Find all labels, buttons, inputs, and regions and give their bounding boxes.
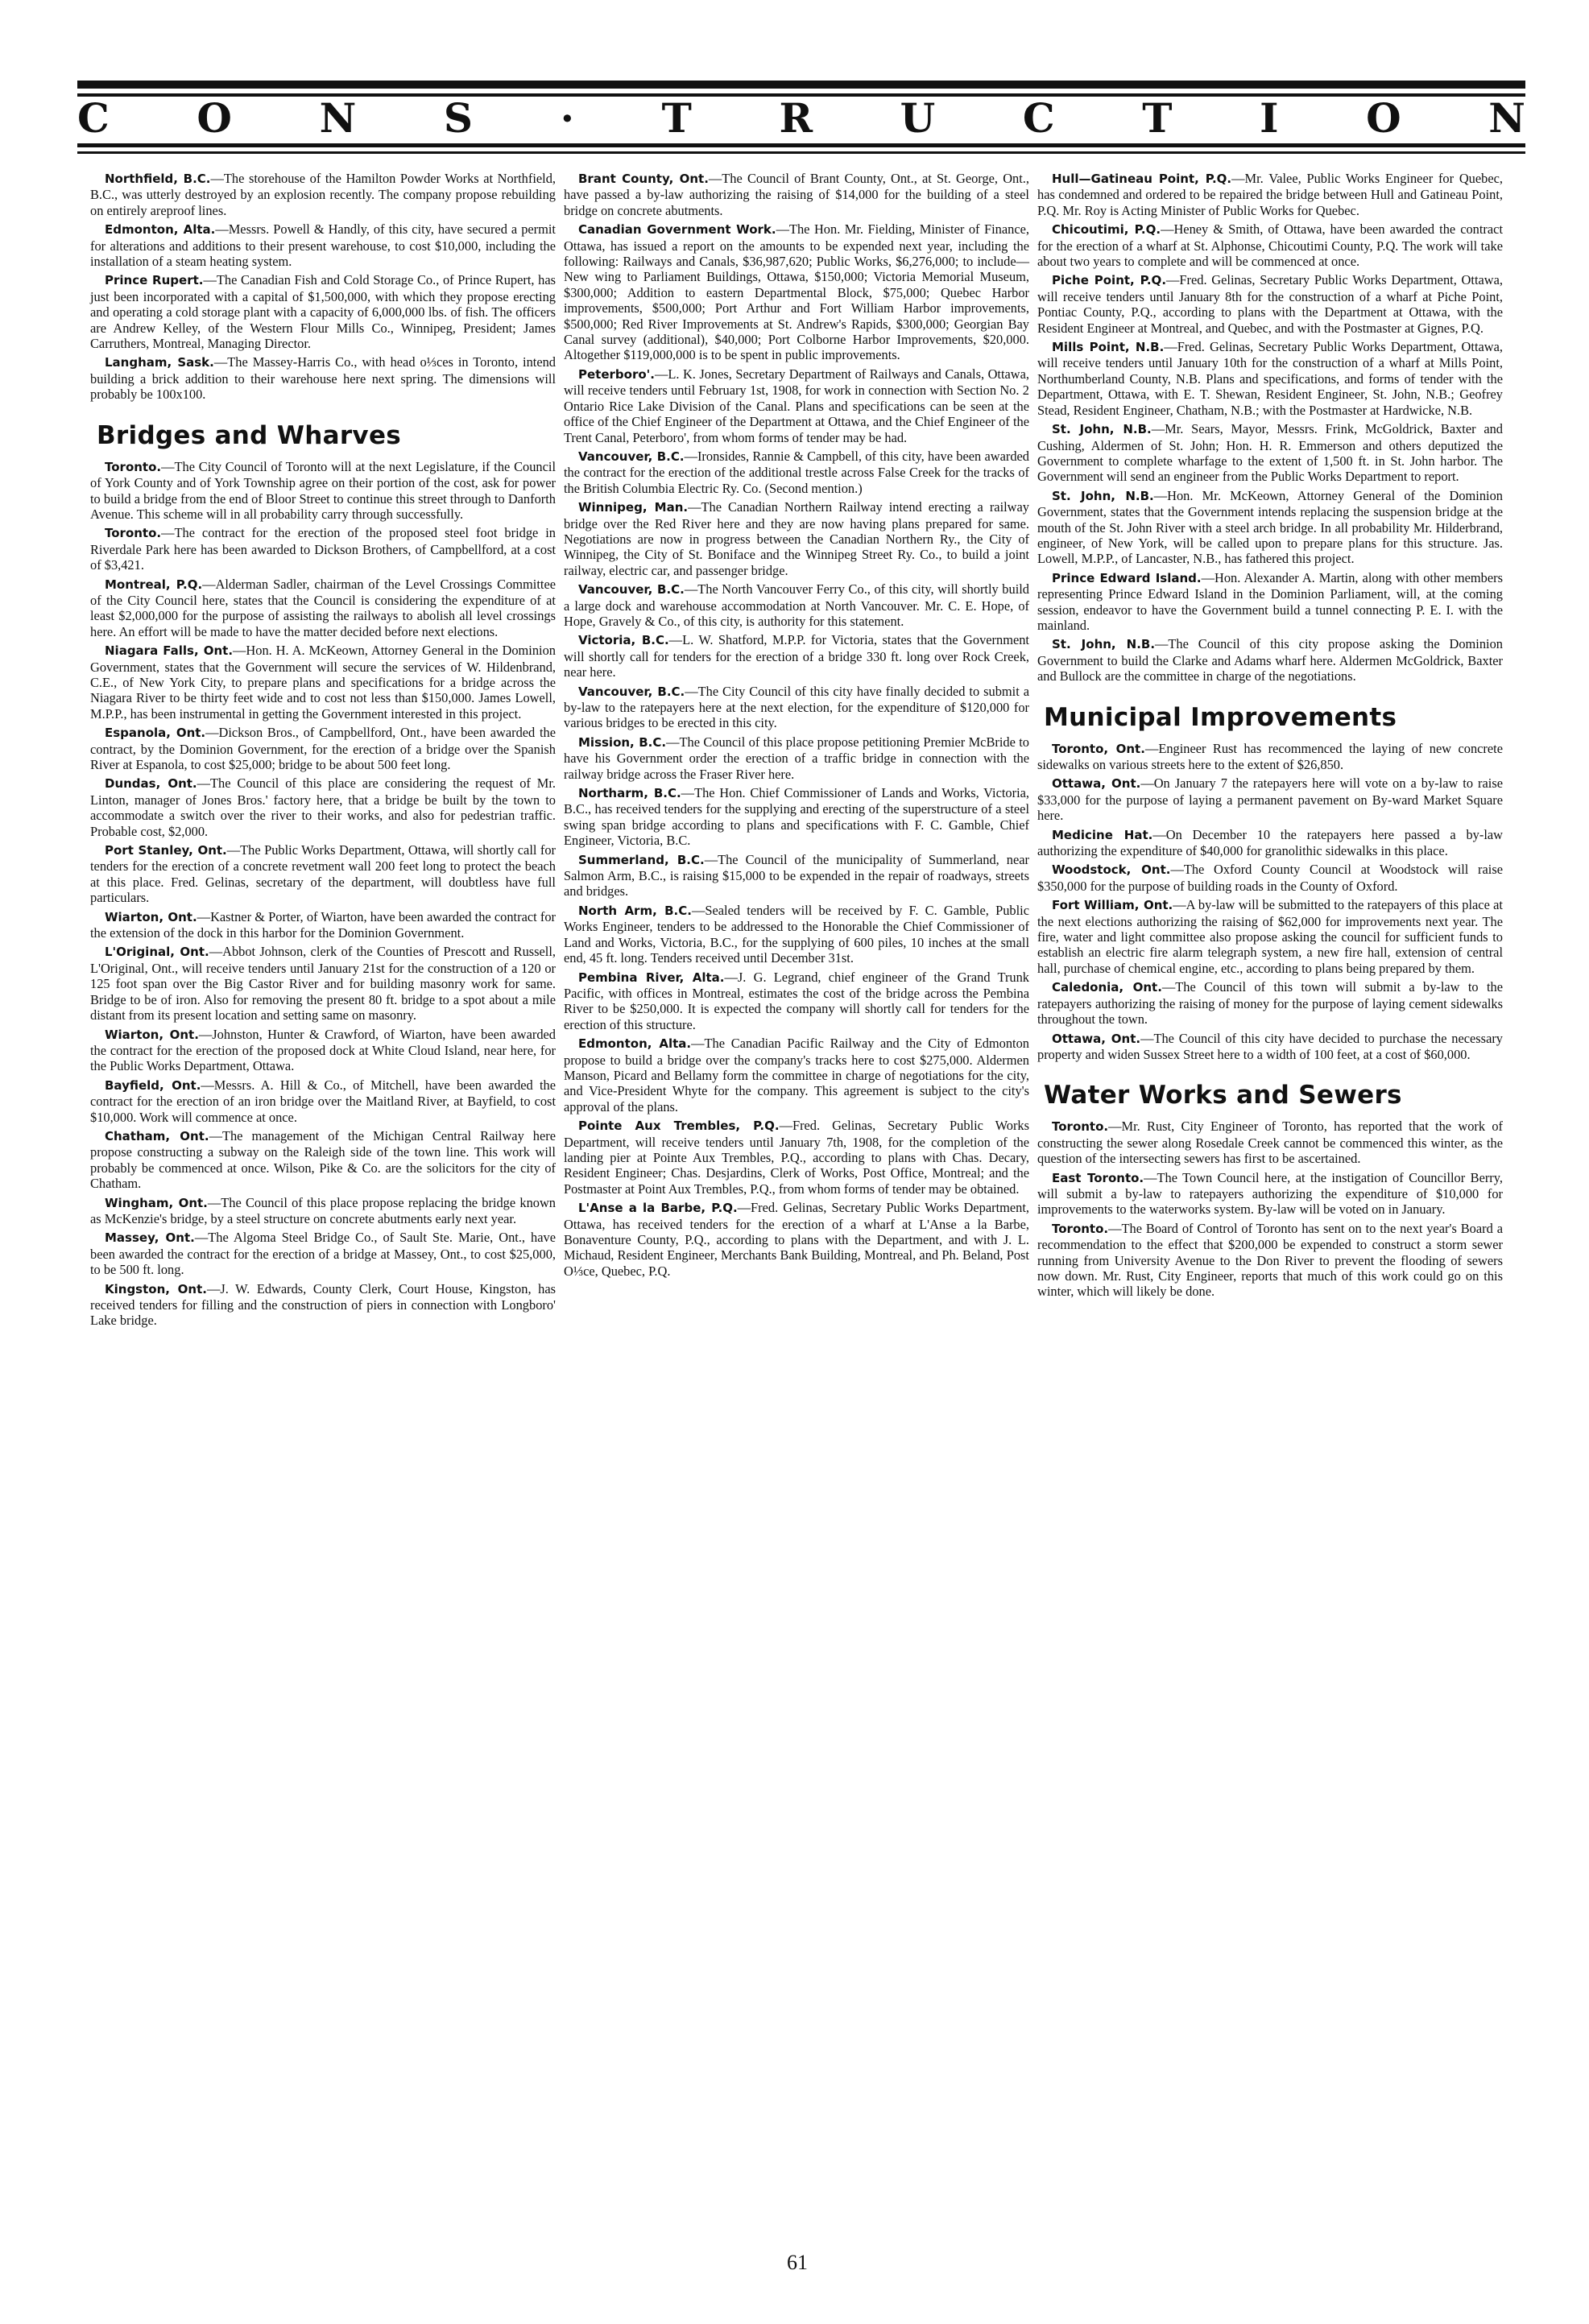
item-place: Brant County, Ont. (578, 172, 709, 186)
item-text: —Johnston, Hunter & Crawford, of Wiarton, have been awarded the contract for the erection of the proposed dock at White Cloud Island, near here, for the Public Works Department, Ottawa. (90, 1026, 556, 1074)
masthead-letter: C (1022, 93, 1055, 142)
masthead-rule-top (77, 81, 1525, 89)
masthead-letter: U (900, 93, 936, 142)
item-place: Bayfield, Ont. (105, 1077, 201, 1093)
news-item (90, 643, 556, 722)
masthead-letter: O (1366, 93, 1401, 142)
masthead (77, 81, 1525, 155)
item-place: Prince Rupert. (105, 273, 204, 288)
item-text: —The storehouse of the Hamilton Powder Works at Northfield, B.C., was utterly destroyed by an explosion recently. The company propose rebuilding on entirely areproof lines. (90, 171, 556, 218)
news-item (564, 449, 1029, 496)
masthead-letter: T (1142, 93, 1173, 142)
news-item (1037, 827, 1503, 859)
item-text: —Fred. Gelinas, Secretary Public Works Department, Ottawa, will receive tenders until January 10th for the construction of a wharf at Mills Point, Northumberland County, N.B. Plans and specifications, and forms of tender with the Department, Ottawa, with E. T. Shewan, Resident Engineer, St. John, N.B.; Geofrey Stead, Resident Engineer, Chatham, N.B.; with the Postmaster at Hardwicke, N.B. (1037, 339, 1503, 418)
masthead-letter: T (661, 93, 692, 142)
item-place: Toronto. (105, 526, 162, 541)
item-text: —Mr. Sears, Mayor, Messrs. Frink, McGoldrick, Baxter and Cushing, Aldermen of St. John; Hon. H. R. Emmerson and others deputized the Government to complete wharfage to the extent of 1,500 ft. in St. John harbor. The Government will send an engineer from the Public Works Department to report. (1037, 421, 1503, 485)
item-text: —The Canadian Fish and Cold Storage Co., of Prince Rupert, has just been incorporated with a capital of $1,500,000, with which they propose erecting and operating a cold storage plant with a capacity of 6,000,000 lbs. of fish. The officers are Andrew Kelley, of the Western Flour Mills Co., Winnipeg, President; James Carruthers, Montreal, Managing Director. (90, 272, 557, 352)
item-text: —The Council of this city have decided to purchase the necessary property and widen Sussex Street here to a width of 100 feet, at a cost of $60,000. (1037, 1030, 1503, 1062)
item-text: —Hon. Mr. McKeown, Attorney General of the Dominion Government, states that the Government intends replacing the suspension bridge at the mouth of the St. John River with a steel arch bridge. In all probability Mr. Hilderbrand, engineer, of New York, will be called upon to prepare plans for this structure. Jas. Lowell, M.P.P., of Lancaster, N.B., has fathered this project. (1037, 487, 1503, 567)
item-text: —The Public Works Department, Ottawa, will shortly call for tenders for the erection of a concrete revetment wall 200 feet long to protect the beach at this place. Fred. Gelinas, secretary of the department, will doubtless have full particulars. (90, 842, 556, 906)
item-text: —The Hon. Chief Commissioner of Lands and Works, Victoria, B.C., has received tenders for the supplying and erecting of the superstructure of a steel swing span bridge according to plans and specifications with F. C. Gamble, Chief Engineer, Victoria, B.C. (564, 785, 1029, 849)
item-place: Hull—Gatineau Point, P.Q. (1052, 172, 1232, 186)
item-place: St. John, N.B. (1052, 637, 1156, 652)
item-place: Victoria, B.C. (578, 633, 669, 648)
masthead-letter: O (197, 93, 232, 142)
item-text: —Fred. Gelinas, Secretary Public Works Department, Ottawa, will receive tenders until January 8th for the construction of a wharf at Piche Point, Pontiac County, P.Q., according to plans with the Department at Ottawa, with the Resident Engineer at Montreal, and Quebec, and with the Postmaster at Gignes, P.Q. (1037, 272, 1503, 336)
item-text: —The Council of this city propose asking the Dominion Government to build the Clarke and Adams wharf here. Aldermen McGoldrick, Baxter and Bullock are the committee in charge of the negotiations. (1037, 636, 1503, 684)
item-place: Wiarton, Ont. (105, 1027, 199, 1042)
item-text: —Dickson Bros., of Campbellford, Ont., have been awarded the contract, by the Dominion Government, for the erection of a bridge over the Spanish River at Espanola, to cost $25,000; bridge to be about 500 feet long. (90, 725, 556, 772)
item-place: Vancouver, B.C. (578, 684, 685, 699)
masthead-letter: R (779, 93, 813, 142)
news-item (90, 725, 556, 772)
item-text: —The City Council of Toronto will at the next Legislature, if the Council of York County and of York Township agree on their portion of the cost, ask for power to build a bridge from the end of Bloor Street to continue this street through to Danforth Avenue. This scheme will in all probability carry through successfully. (90, 458, 556, 522)
item-text: —Fred. Gelinas, Secretary Public Works Department, Ottawa, has received tenders for the erection of a wharf at L'Anse a la Barbe, Bonaventure County, P.Q., according to plans with the Department, and with J. L. Michaud, Resident Engineer, Merchants Bank Building, Montreal, and Ph. Beland, Post O⅓ce, Quebec, P.Q. (564, 1200, 1029, 1279)
item-text: —The contract for the erection of the proposed steel foot bridge in Riverdale Park here has been awarded to Dickson Brothers, of Campbellford, at a cost of $3,421. (90, 525, 556, 573)
masthead-letter: I (1260, 93, 1279, 142)
item-place: Medicine Hat. (1052, 827, 1153, 842)
item-text: —The Town Council here, at the instigation of Councillor Berry, will submit a by-law to ratepayers authorizing the expenditure of $10,000 for improvements to the waterworks system. By-law will be voted on in January. (1037, 1169, 1503, 1218)
item-text: —The Massey-Harris Co., with head o⅓ces in Toronto, intend building a brick addition to their warehouse here next spring. The dimensions will probably be 100x100. (90, 354, 556, 403)
item-place: Vancouver, B.C. (578, 449, 685, 464)
news-item (1037, 636, 1503, 684)
news-item (1037, 979, 1503, 1027)
column-3 (1037, 171, 1503, 1303)
item-text: —The Council of this place are considering the request of Mr. Linton, manager of Jones Bros.' factory here, that a bridge be built by the town to accommodate a switch over the river to their works, and also for pedestrian traffic. Probable cost, $2,000. (90, 775, 556, 839)
masthead-letter: N (319, 93, 357, 142)
news-item (564, 171, 1029, 218)
item-place: Piche Point, P.Q. (1052, 273, 1167, 288)
item-place: Wingham, Ont. (105, 1195, 208, 1210)
item-place: Vancouver, B.C. (578, 582, 685, 598)
news-item (1037, 570, 1503, 634)
item-place: Edmonton, Alta. (105, 222, 216, 238)
news-item (1037, 272, 1503, 336)
item-text: —The Board of Control of Toronto has sent on to the next year's Board a recommendation to the effect that $200,000 be expended to construct a storm sewer running from University Avenue to the Don River to prevent the flooding of sewers now down. Mr. Rust, City Engineer, reports that much of this work could go on this winter, which will likely be done. (1037, 1220, 1503, 1300)
item-text: —Fred. Gelinas, Secretary Public Works Department, will receive tenders until January 7th, 1908, for the completion of the landing pier at Pointe Aux Trembles, P.Q., according to plans with Chas. Decary, Resident Engineer; Chas. Desjardins, Clerk of Works, Post Office, Montreal; and the Postmaster at Point Aux Trembles, P.Q., from whom forms of tender may be obtained. (564, 1118, 1029, 1197)
item-place: Caledonia, Ont. (1052, 980, 1162, 995)
item-place: Pembina River, Alta. (578, 970, 725, 985)
section-heading: Water Works and Sewers (1044, 1081, 1402, 1110)
item-place: Winnipeg, Man. (578, 500, 689, 515)
news-item (1037, 862, 1503, 894)
news-item (564, 1200, 1029, 1279)
item-place: Ottawa, Ont. (1052, 1031, 1141, 1046)
item-text: —The North Vancouver Ferry Co., of this city, will shortly build a large dock and warehouse accommodation at North Vancouver. Mr. C. E. Hope, of Hope, Gravely & Co., of this city, is authority for this statement. (564, 581, 1030, 629)
news-item (564, 632, 1029, 680)
item-place: Port Stanley, Ont. (105, 843, 227, 858)
item-text: —A by-law will be submitted to the ratepayers of this place at the next elections authorizing the raising of $62,000 for improvements next year. The fire, water and light committee also propose asking the council for sufficient funds to establish an electric fire alarm telegraph system, a new fire hall, extension of central hall, purchase of chemical engine, etc., according to plans being prepared by them. (1037, 897, 1503, 976)
item-text: —The Oxford County Council at Woodstock will raise $350,000 for the purpose of building roads in the County of Oxford. (1037, 862, 1503, 894)
item-text: —Kastner & Porter, of Wiarton, have been awarded the contract for the extension of the dock in this harbor for the Dominion Government. (90, 908, 556, 941)
news-item (1037, 897, 1503, 976)
item-place: Northfield, B.C. (105, 172, 211, 186)
masthead-title (77, 93, 1525, 142)
news-item (564, 1036, 1029, 1114)
item-text: —Alderman Sadler, chairman of the Level Crossings Committee of the City Council here, states that the Council is considering the expenditure of at least $2,000,000 for the purpose of assisting the railways to abolish all level crossings here. An effort will be made to have the matter decided before next elections. (90, 576, 556, 639)
item-place: Woodstock, Ont. (1052, 862, 1171, 878)
item-place: Mission, B.C. (578, 734, 667, 750)
item-text: —Abbot Johnson, clerk of the Counties of Prescott and Russell, L'Original, Ont., will receive tenders until January 21st for the construction of a 120 or 125 foot span over the Big Castor River and for building masonry work for same. Bridge to be of iron. Also for removing the present 80 ft. bridge to a spot about a mile distant from its present location and setting same on masonry. (90, 944, 556, 1023)
item-text: —L. W. Shatford, M.P.P. for Victoria, states that the Government will shortly call for tenders for the erection of a bridge 330 ft. long over Rock Creek, near here. (564, 632, 1029, 680)
news-item (90, 221, 556, 269)
news-item (1037, 1170, 1503, 1218)
masthead-letter: N (1488, 93, 1525, 142)
news-item (90, 1281, 556, 1329)
item-text: —On January 7 the ratepayers here will vote on a by-law to raise $33,000 for the purpose of laying a permanent pavement on By-ward Market Square here. (1037, 775, 1503, 824)
item-place: Summerland, B.C. (578, 852, 705, 867)
item-place: Edmonton, Alta. (578, 1036, 692, 1052)
item-place: Montreal, P.Q. (105, 577, 203, 592)
news-item (90, 577, 556, 640)
item-place: Pointe Aux Trembles, P.Q. (578, 1119, 780, 1134)
item-place: Ottawa, Ont. (1052, 776, 1141, 792)
item-text: —Mr. Rust, City Engineer of Toronto, has reported that the work of constructing the sewer along Rosedale Creek cannot be commenced this winter, as the question of the intersecting sewers has first to be ascertained. (1037, 1119, 1503, 1167)
item-text: —Mr. Valee, Public Works Engineer for Quebec, has condemned and ordered to be repaired the bridge between Hull and Gatineau Point, P.Q. Mr. Roy is Acting Minister of Public Works for Quebec. (1037, 171, 1503, 218)
item-place: Espanola, Ont. (105, 726, 206, 741)
news-item (1037, 1031, 1503, 1063)
news-item (564, 684, 1029, 731)
news-item (564, 852, 1029, 899)
item-text: —Engineer Rust has recommenced the laying of new concrete sidewalks on various streets here to the extent of $26,850. (1037, 740, 1503, 772)
item-place: Kingston, Ont. (105, 1281, 207, 1296)
item-place: St. John, N.B. (1052, 422, 1152, 437)
column-2 (564, 171, 1029, 1282)
item-text: —The Canadian Pacific Railway and the City of Edmonton propose to build a bridge over the company's tracks here to cost $275,000. Aldermen Manson, Picard and Bellamy form the committee in charge of negotiations for the city, and Vice-President Whyte for the company. This agreement is subject to the city's approval of the plans. (564, 1036, 1029, 1114)
item-place: East Toronto. (1052, 1170, 1144, 1185)
news-item (564, 581, 1029, 629)
item-place: Langham, Sask. (105, 355, 214, 370)
news-item (564, 1118, 1029, 1197)
item-place: Toronto. (1052, 1119, 1109, 1135)
news-item (90, 842, 556, 906)
news-item (564, 366, 1029, 445)
item-text: —Messrs. A. Hill & Co., of Mitchell, have been awarded the contract for the erection of an iron bridge over the Maitland River, at Bayfield, to cost $10,000. Work will commence at once. (90, 1077, 556, 1125)
item-text: —Hon. H. A. McKeown, Attorney General in the Dominion Government, states that the Government will secure the services of W. Hildenbrand, C.E., of New York City, to prepare plans and specifications for a bridge across the Niagara River to be thirty feet wide and to cost not less than $150,000. James Lowell, M.P.P., has been instrumental in getting the Government interested in this project. (90, 643, 556, 722)
news-item (1037, 171, 1503, 218)
item-text: —J. G. Legrand, chief engineer of the Grand Trunk Pacific, with offices in Montreal, estimates the cost of the bridge across the Pembina River to be $250,000. It is expected the company will shortly call for tenders for the erection of this structure. (564, 969, 1029, 1032)
item-place: Northarm, B.C. (578, 786, 681, 801)
news-item (90, 171, 556, 218)
news-item (564, 499, 1029, 578)
masthead-rule-bottom (77, 143, 1525, 147)
item-place: Dundas, Ont. (105, 776, 197, 792)
news-item (90, 1230, 556, 1277)
item-text: —The management of the Michigan Central Railway here propose constructing a subway on the Raleigh side of the town line. This work will probably be commenced at once. Wilson, Pike & Co. are the solicitors for the city of Chatham. (90, 1127, 556, 1192)
item-place: Toronto. (1052, 1221, 1109, 1236)
item-place: L'Anse a la Barbe, P.Q. (578, 1201, 738, 1216)
news-item (90, 1128, 556, 1192)
item-place: Chatham, Ont. (105, 1128, 209, 1143)
news-item (1037, 221, 1503, 269)
item-place: Wiarton, Ont. (105, 909, 197, 924)
item-text: —The Council of this place propose replacing the bridge known as McKenzie's bridge, by a steel structure on concrete abutments early next year. (90, 1194, 556, 1226)
item-text: —Ironsides, Rannie & Campbell, of this city, have been awarded the contract for the erection of the additional trestle across False Creek for the tracks of the British Columbia Electric Ry. Co. (Second mention.) (564, 448, 1030, 496)
masthead-letter: · (560, 93, 575, 142)
masthead-letter: C (77, 93, 110, 142)
item-place: Canadian Government Work. (578, 222, 776, 238)
item-text: —The Council of the municipality of Summerland, near Salmon Arm, B.C., is raising $15,000 to be expended in the repair of roadways, streets and bridges. (564, 851, 1029, 899)
item-place: Massey, Ont. (105, 1230, 195, 1246)
item-text: —Hon. Alexander A. Martin, along with other members representing Prince Edward Island in the Dominion Parliament, will, at the coming session, endeavor to have the Government build a tunnel connecting P. E. I. with the mainland. (1037, 569, 1503, 633)
news-item (90, 525, 556, 573)
news-item (1037, 1221, 1503, 1300)
item-text: —Heney & Smith, of Ottawa, have been awarded the contract for the erection of a wharf at St. Alphonse, Chicoutimi County, P.Q. The work will take about two years to complete and will be commenced at once. (1037, 221, 1503, 270)
item-text: —The Canadian Northern Railway intend erecting a railway bridge over the Red River here and they are now having plans prepared for same. Negotiations are now in progress between the Canadian Northern Ry., the City of Winnipeg, the City of St. Boniface and the Winnipeg Street Ry. Co., to build a joint railway, electric car, and passenger bridge. (564, 499, 1029, 578)
news-item (1037, 775, 1503, 823)
masthead-letter: S (443, 93, 473, 142)
news-item (1037, 421, 1503, 485)
news-item (90, 1195, 556, 1227)
column-1 (90, 171, 556, 1332)
item-text: —L. K. Jones, Secretary Department of Railways and Canals, Ottawa, will receive tenders until February 1st, 1908, for work in connection with Section No. 2 Ontario Rice Lake Division of the Canal. Plans and specifications can be seen at the office of the Chief Engineer of the Department at Ottawa, and the Chief Engineer of the Trent Canal, Peterboro', from whom forms of tender may be had. (564, 366, 1029, 445)
item-place: Fort William, Ont. (1052, 898, 1173, 913)
news-item (90, 1027, 556, 1074)
news-item (90, 459, 556, 523)
item-place: St. John, N.B. (1052, 488, 1154, 503)
item-place: Prince Edward Island. (1052, 570, 1202, 585)
news-item (564, 734, 1029, 782)
page-number: 61 (787, 2251, 808, 2274)
item-text: —The Algoma Steel Bridge Co., of Sault Ste. Marie, Ont., have been awarded the contract for the erection of a bridge at Massey, Ont., to cost $25,000, to be 500 ft. long. (90, 1230, 556, 1278)
item-text: —The City Council of this city have finally decided to submit a by-law to the ratepayers here at the next election, for the expenditure of $120,000 for various bridges to be erected in this city. (564, 683, 1029, 731)
section-heading: Bridges and Wharves (97, 420, 402, 450)
news-item (564, 903, 1029, 966)
item-text: —The Council of this town will submit a by-law to the ratepayers authorizing the raising of money for the purpose of laying cement sidewalks throughout the town. (1037, 979, 1503, 1028)
news-item (564, 970, 1029, 1033)
item-place: North Arm, B.C. (578, 903, 692, 918)
section-heading: Municipal Improvements (1044, 702, 1397, 732)
item-text: —On December 10 the ratepayers here passed a by-law authorizing the expenditure of $40,000 for granolithic sidewalks in this place. (1037, 826, 1503, 859)
item-text: —Messrs. Powell & Handly, of this city, have secured a permit for alterations and additions to their present warehouse, to cost $10,000, including the installation of a steam heating system. (90, 221, 556, 270)
news-item (90, 775, 556, 839)
item-place: Chicoutimi, P.Q. (1052, 222, 1161, 238)
item-place: Niagara Falls, Ont. (105, 643, 234, 659)
news-item (90, 1077, 556, 1125)
masthead-rule-bottom-thin (77, 151, 1525, 154)
item-place: Toronto, Ont. (1052, 741, 1145, 756)
item-place: Toronto. (105, 459, 162, 474)
news-item (1037, 339, 1503, 418)
news-item (90, 909, 556, 941)
news-item (90, 272, 556, 351)
item-place: Peterboro'. (578, 366, 655, 382)
news-item (1037, 1119, 1503, 1166)
news-item (90, 354, 556, 402)
item-text: —J. W. Edwards, County Clerk, Court House, Kingston, has received tenders for filling and the construction of piers in connection with Longboro' Lake bridge. (90, 1280, 556, 1329)
news-item (1037, 488, 1503, 567)
item-text: —The Council of this place propose petitioning Premier McBride to have his Government order the erection of a traffic bridge in connection with the railway bridge across the Fraser River here. (564, 734, 1029, 782)
news-item (564, 221, 1029, 363)
item-text: —The Hon. Mr. Fielding, Minister of Finance, Ottawa, has issued a report on the amounts to be expended next year, including the following: Railways and Canals, $36,987,620; Public Works, $6,276,000; to include—New wing to Parliament Buildings, Ottawa, $150,000; Victoria Memorial Museum, $300,000; Addition to eastern Departmental Block, $75,000; Quebec Harbor improvements, $500,000; Port Arthur and Fort William Harbor improvements, $500,000; Red River Improvements at St. Andrew's Rapids, $300,000; Georgian Bay Canal survey (additional), $40,000; Port Colborne Harbor Improvements, $20,000. Altogether $119,000,000 is to be spent in public improvements. (564, 221, 1029, 363)
news-item (1037, 741, 1503, 773)
item-place: L'Original, Ont. (105, 945, 209, 960)
item-text: —Sealed tenders will be received by F. C. Gamble, Public Works Engineer, tenders to be addressed to the Honorable the Chief Commissioner of Land and Works, Victoria, B.C., for the supplying of 600 piles, 10 inches at the small end, 45 ft. long. Tenders received until December 31st. (564, 902, 1029, 966)
news-item (564, 785, 1029, 849)
item-place: Mills Point, N.B. (1052, 340, 1165, 355)
item-text: —The Council of Brant County, Ont., at St. George, Ont., have passed a by-law authorizing the raising of $14,000 for the building of a steel bridge on concrete abutments. (564, 171, 1030, 218)
news-item (90, 944, 556, 1023)
